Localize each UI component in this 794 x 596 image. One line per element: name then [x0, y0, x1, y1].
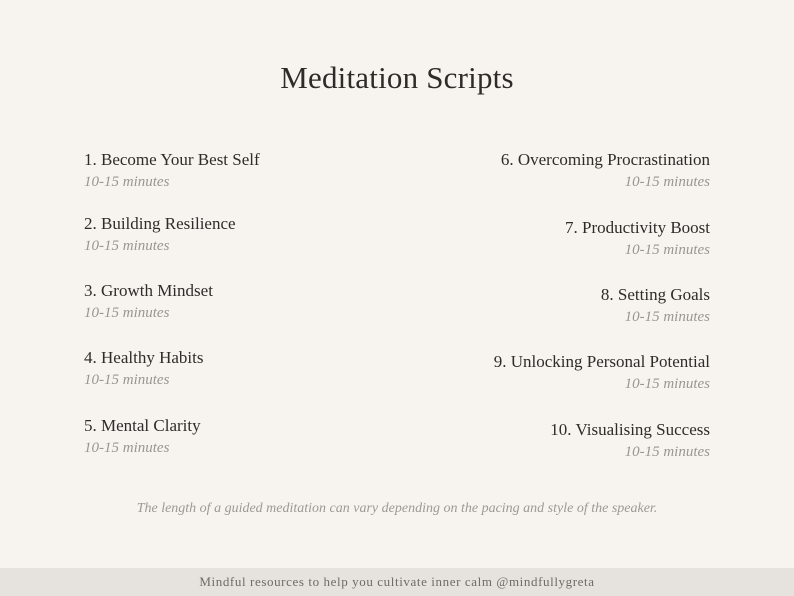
script-title: 1. Become Your Best Self: [84, 150, 260, 169]
script-item-2: [84, 214, 236, 256]
script-duration: 10-15 minutes: [624, 309, 710, 325]
script-duration: 10-15 minutes: [624, 444, 710, 460]
script-duration: 10-15 minutes: [84, 174, 170, 190]
script-item-9: [494, 352, 710, 394]
script-item-3: [84, 281, 213, 323]
pacing-note: The length of a guided meditation can vary depending on the pacing and style of the speaker.: [136, 501, 658, 516]
script-item-6: [501, 150, 710, 192]
script-title: 5. Mental Clarity: [84, 416, 201, 435]
script-item-10: [550, 420, 710, 462]
script-duration: 10-15 minutes: [624, 376, 710, 392]
script-title: 8. Setting Goals: [600, 285, 710, 304]
script-duration: 10-15 minutes: [624, 242, 710, 258]
script-title: 6. Overcoming Procrastination: [500, 150, 710, 169]
page-title: Meditation Scripts: [280, 60, 514, 95]
footer-text: Mindful resources to help you cultivate inner calm @mindfullygreta: [199, 574, 595, 589]
script-title: 2. Building Resilience: [84, 214, 236, 233]
footer-bar: [0, 568, 794, 596]
script-item-7: [565, 218, 710, 260]
script-item-1: [84, 150, 260, 192]
script-duration: 10-15 minutes: [84, 238, 170, 254]
script-item-8: [601, 285, 710, 327]
script-duration: 10-15 minutes: [84, 440, 170, 456]
script-duration: 10-15 minutes: [84, 305, 170, 321]
script-title: 10. Visualising Success: [550, 420, 710, 439]
script-duration: 10-15 minutes: [84, 372, 170, 388]
script-item-4: [84, 348, 203, 390]
script-title: 3. Growth Mindset: [84, 281, 213, 300]
script-title: 9. Unlocking Personal Potential: [493, 352, 710, 371]
script-title: 7. Productivity Boost: [565, 218, 710, 237]
script-title: 4. Healthy Habits: [84, 348, 204, 367]
script-duration: 10-15 minutes: [624, 174, 710, 190]
script-item-5: [84, 416, 201, 458]
